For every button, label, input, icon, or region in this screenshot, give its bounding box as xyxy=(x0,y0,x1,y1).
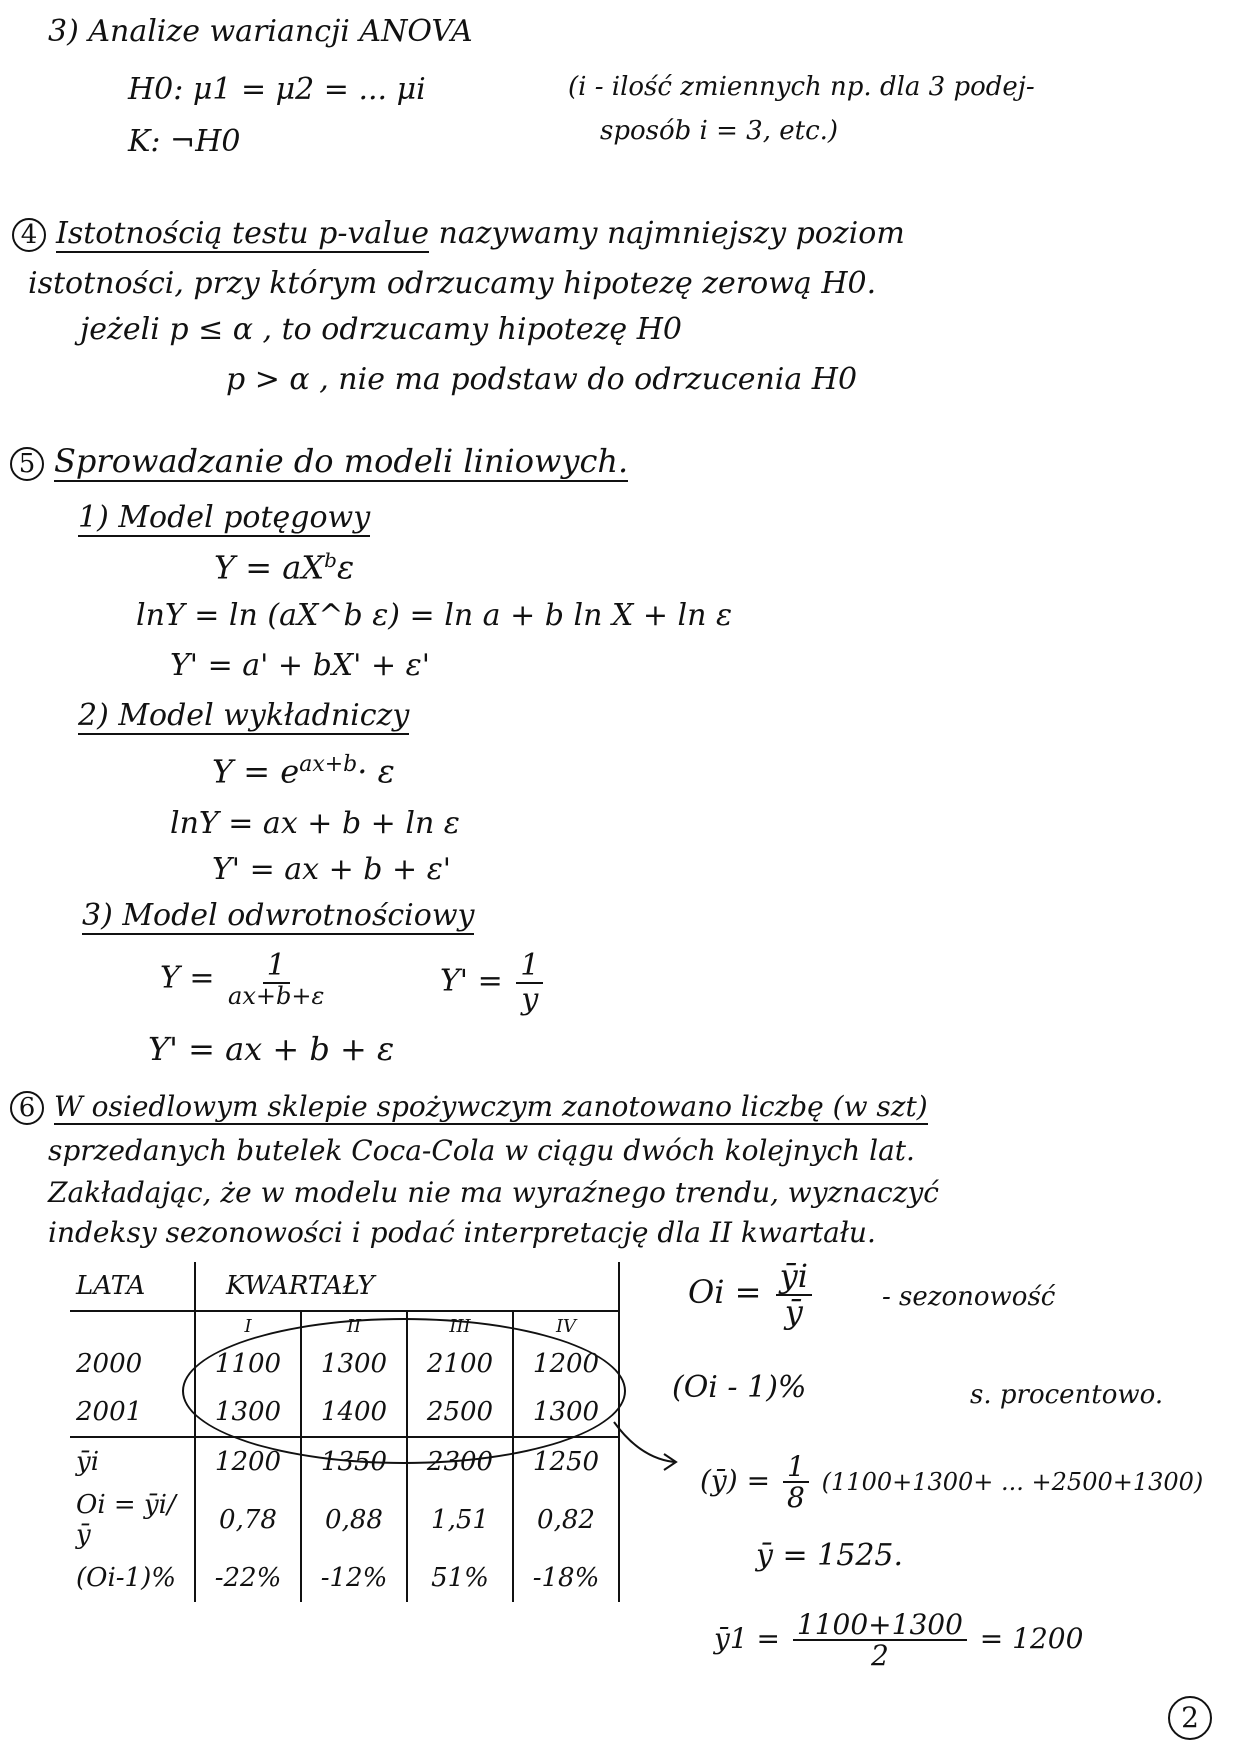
s4-line4: p > α , nie ma podstaw do odrzucenia H0 xyxy=(226,362,858,397)
s5-m2-title: 2) Model wykładniczy xyxy=(78,698,410,733)
col-year-header: LATA xyxy=(70,1262,195,1311)
s4-heading xyxy=(12,216,905,252)
table-row: ȳi 1200 1350 2300 1250 xyxy=(70,1437,619,1486)
s6-line1: 6 W osiedlowym sklepie spożywczym zanotowano liczbę (w szt) xyxy=(10,1090,928,1125)
s5-m1-eq1: $Y = aX^b\varepsilon$ xyxy=(214,548,355,587)
s4-line3: jeżeli p ≤ α , to odrzucamy hipotezę H0 xyxy=(80,312,682,347)
s5-number: 5 xyxy=(10,447,44,481)
s3-note-line2: sposób i = 3, etc.) xyxy=(600,116,839,146)
s5-m3-title: 3) Model odwrotnościowy xyxy=(82,898,475,933)
s5-m3-eq1: Y = $\frac{1}{ax+b+\varepsilon}$ xyxy=(160,948,325,1010)
s5-heading xyxy=(10,442,628,481)
s4-rest: nazywamy najmniejszy poziom xyxy=(428,216,905,251)
page-number: 2 xyxy=(1168,1696,1212,1740)
s6-number: 6 xyxy=(10,1091,44,1125)
s3-k: K: ¬H0 xyxy=(128,124,241,159)
s5-m2-eq3: Y' = ax + b + ε' xyxy=(212,852,452,887)
f1-note: - sezonowość xyxy=(882,1282,1056,1312)
table-row: 2001 1300 1400 2500 1300 xyxy=(70,1388,619,1437)
s5-m2-eq1: $Y = e^{ax+b}\cdot \varepsilon$ xyxy=(212,752,395,791)
s3-note-line1: (i - ilość zmiennych np. dla 3 podej- xyxy=(568,72,1035,102)
s4-line2: istotności, przy którym odrzucamy hipotezę zerową H0. xyxy=(28,266,877,301)
s6-line2: sprzedanych butelek Coca-Cola w ciągu dwóch kolejnych lat. xyxy=(48,1134,915,1167)
quarter-header: III xyxy=(407,1311,513,1340)
arrow-icon xyxy=(610,1418,690,1478)
f4: ȳ = 1525. xyxy=(756,1538,904,1573)
s3-title: 3) Analize wariancji ANOVA xyxy=(48,14,473,49)
quarter-header: IV xyxy=(513,1311,619,1340)
s3-h0: H0: μ1 = μ2 = ... μi xyxy=(128,72,426,107)
f5: ȳ1 = $\frac{1100+1300}{2}$ = 1200 xyxy=(714,1608,1084,1673)
s5-title: Sprowadzanie do modeli liniowych. xyxy=(54,442,629,480)
s5-m3-eq1b: Y' = $\frac{1}{y}$ xyxy=(440,950,547,1015)
s5-m3-eq2: Y' = ax + b + ε xyxy=(148,1030,395,1068)
quarter-header: II xyxy=(301,1311,407,1340)
s4-number: 4 xyxy=(12,218,46,252)
s6-line3: Zakładając, że w modelu nie ma wyraźnego trendu, wyznaczyć xyxy=(48,1176,939,1209)
s5-m1-eq3: Y' = a' + bX' + ε' xyxy=(170,648,430,683)
s5-m1-title: 1) Model potęgowy xyxy=(78,500,371,535)
quarter-header: I xyxy=(195,1311,301,1340)
col-quarters-header: KWARTAŁY xyxy=(195,1262,619,1311)
f3: (ȳ) = $\frac{1}{8}$ (1100+1300+ ... +2500+1300) xyxy=(700,1450,1204,1515)
f1: Oi = $\frac{ȳi}{ȳ}$ xyxy=(688,1260,816,1329)
s5-m1-eq2: lnY = ln (aX^b ε) = ln a + b ln X + ln ε xyxy=(136,598,733,633)
table-row: Oi = ȳi/ȳ 0,78 0,88 1,51 0,82 xyxy=(70,1486,619,1554)
highlight-oval xyxy=(182,1318,626,1464)
f2-note: s. procentowo. xyxy=(970,1380,1164,1410)
s4-lead: Istotnością testu p-value xyxy=(56,216,429,251)
f2: (Oi - 1)% xyxy=(672,1370,807,1405)
table-row: 2000 1100 1300 2100 1200 xyxy=(70,1340,619,1388)
table-row: (Oi-1)% -22% -12% 51% -18% xyxy=(70,1554,619,1602)
s5-m2-eq2: lnY = ax + b + ln ε xyxy=(170,806,460,841)
s6-line4: indeksy sezonowości i podać interpretację dla II kwartału. xyxy=(48,1216,876,1249)
